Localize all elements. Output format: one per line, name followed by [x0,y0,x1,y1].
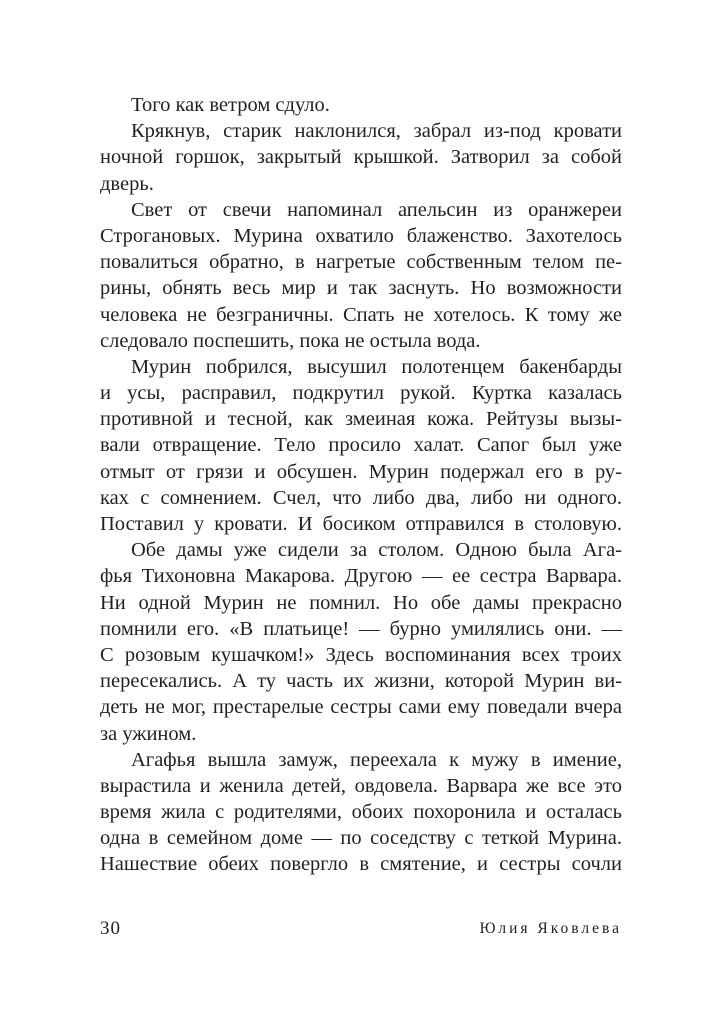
text-line: С розовым кушачком!» Здесь воспоминания всех троих [100,643,622,666]
text-line: пересекались. А ту часть их жизни, которой Мурин ви- [100,670,622,693]
text-line: отмыт от грязи и обсушен. Мурин подержал его в ру- [100,460,622,483]
text-line: Поставил у кровати. И босиком отправился в столовую. [100,513,622,535]
text-line: вырастила и женила детей, овдовела. Варвара же все это [100,774,622,797]
text-line: повалиться обратно, в нагретые собственным телом пе- [100,251,622,274]
text-line: Строгановых. Мурина охватило блаженство. Захотелось [100,224,622,247]
body-text [100,92,622,878]
text-line: противной и тесной, как змеиная кожа. Рейтузы вызы- [100,408,622,431]
running-head-author: Юлия Яковлева [479,920,622,937]
text-line: Того как ветром сдуло. [131,94,330,116]
text-line: ночной горшок, закрытый крышкой. Затворил за собой [100,146,622,169]
text-line: Агафья вышла замуж, переехала к мужу в имение, [131,748,622,771]
text-line: фья Тихоновна Макарова. Другою — ее сестра Варвара. [100,565,622,588]
text-line: одна в семейном доме — по соседству с теткой Мурина. [100,827,622,850]
text-line: ках с сомнением. Счел, что либо два, либо ни одного. [100,486,622,509]
text-line: Мурин побрился, высушил полотенцем бакенбарды [131,355,622,378]
text-line: вали отвращение. Тело просило халат. Сапог был уже [100,434,622,457]
text-line: деть не мог, престарелые сестры сами ему поведали вчера [100,696,622,719]
text-line: дверь. [100,172,154,195]
text-line: следовало поспешить, пока не остыла вода. [100,329,481,352]
text-line: Свет от свечи напоминал апельсин из оранжереи [131,198,622,221]
text-line: и усы, расправил, подкрутил рукой. Куртка казалась [100,382,622,405]
text-line: Крякнув, старик наклонился, забрал из-под кровати [131,120,622,143]
text-line: помнили его. «В платьице! — бурно умилялись они. — [100,617,622,640]
text-line: время жила с родителями, обоих похоронила и осталась [100,801,622,824]
text-line: Ни одной Мурин не помнил. Но обе дамы прекрасно [100,591,622,614]
text-line: Обе дамы уже сидели за столом. Одною была Ага- [131,539,622,562]
text-line: за ужином. [100,722,197,745]
text-line: рины, обнять весь мир и так заснуть. Но возможности [100,277,622,300]
text-line: Нашествие обеих повергло в смятение, и сестры сочли [100,853,622,876]
page-number: 30 [100,918,121,939]
text-line: человека не безграничны. Спать не хотелось. К тому же [100,303,622,326]
